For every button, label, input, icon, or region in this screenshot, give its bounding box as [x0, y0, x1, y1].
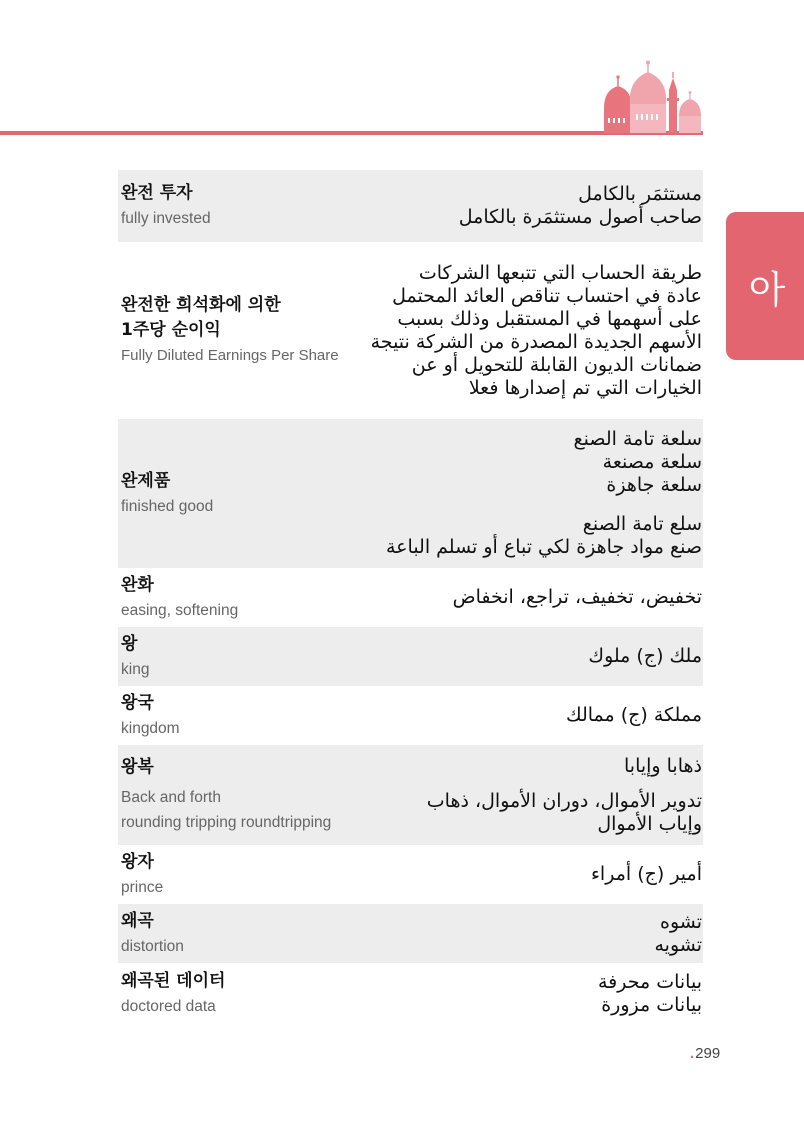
korean-term: 왕국	[121, 692, 154, 713]
korean-term: 완전 투자	[121, 183, 193, 203]
arabic-term: الأسهم الجديدة المصدرة من الشركة نتيجة	[370, 330, 702, 353]
arabic-term: تشويه	[654, 933, 702, 956]
list-item	[118, 170, 703, 242]
arabic-term: سلع تامة الصنع	[582, 513, 702, 535]
arabic-term: سلعة جاهزة	[606, 474, 702, 496]
arabic-term: عادة في احتساب تناقص العائد المحتمل	[392, 284, 702, 307]
list-item	[118, 745, 703, 845]
korean-term: 완제품	[121, 470, 171, 491]
english-term: easing, softening	[121, 601, 239, 619]
list-item	[118, 419, 703, 568]
list-item	[118, 242, 703, 419]
glossary-list	[118, 170, 703, 1025]
english-term: fully invested	[121, 210, 211, 227]
arabic-term: وإياب الأموال	[597, 812, 702, 835]
arabic-term: ملك (ج) ملوك	[588, 645, 702, 667]
arabic-term: ذهابا وإيابا	[624, 754, 702, 777]
korean-term: 완전한 희석화에 의한	[121, 295, 281, 315]
list-item	[118, 845, 703, 904]
english-term: Fully Diluted Earnings Per Share	[121, 347, 339, 364]
korean-term: 1주당 순이익	[121, 320, 221, 340]
list-item	[118, 963, 703, 1025]
arabic-term: صاحب أصول مستثمَرة بالكامل	[458, 206, 702, 228]
korean-term: 왕자	[121, 851, 154, 872]
header-rule	[0, 131, 703, 135]
arabic-term: تشوه	[659, 910, 702, 933]
arabic-term: على أسهمها في المستقبل وذلك بسبب	[397, 307, 702, 330]
korean-term: 왕복	[121, 757, 154, 777]
korean-term: 왜곡된 데이터	[121, 971, 226, 991]
page-number	[690, 1045, 720, 1062]
arabic-term: مملكة (ج) ممالك	[565, 704, 702, 726]
page-number-text: 299	[695, 1045, 721, 1062]
mosque-icon	[600, 60, 703, 133]
section-tab-label: 아	[748, 267, 786, 312]
english-term: rounding tripping roundtripping	[121, 814, 332, 831]
section-tab	[726, 212, 804, 360]
arabic-term: بيانات محرفة	[597, 971, 702, 993]
page-number-dot: .	[690, 1045, 695, 1062]
korean-term: 완화	[121, 574, 154, 595]
english-term: distortion	[121, 937, 184, 955]
english-term: doctored data	[121, 998, 216, 1015]
list-item	[118, 627, 703, 686]
english-term: king	[121, 660, 150, 678]
english-term: kingdom	[121, 719, 180, 737]
english-term: finished good	[121, 497, 214, 515]
english-term: prince	[121, 878, 164, 896]
list-item	[118, 686, 703, 745]
arabic-term: تدوير الأموال، دوران الأموال، ذهاب	[426, 789, 702, 812]
list-item	[118, 904, 703, 963]
arabic-term: طريقة الحساب التي تتبعها الشركات	[418, 261, 702, 284]
arabic-term: الخيارات التي تم إصدارها فعلا	[468, 376, 702, 399]
arabic-term: سلعة تامة الصنع	[573, 428, 702, 450]
arabic-term: ضمانات الديون القابلة للتحويل أو عن	[411, 353, 702, 376]
arabic-term: مستثمَر بالكامل	[578, 183, 702, 205]
arabic-term: صنع مواد جاهزة لكي تباع أو تسلم الباعة	[386, 536, 702, 558]
arabic-term: أمير (ج) أمراء	[591, 863, 702, 885]
arabic-term: سلعة مصنعة	[602, 451, 702, 473]
english-term: Back and forth	[121, 789, 221, 806]
list-item	[118, 568, 703, 627]
korean-term: 왕	[121, 633, 138, 654]
korean-term: 왜곡	[121, 910, 154, 931]
arabic-term: بيانات مزورة	[601, 994, 702, 1016]
arabic-term: تخفيض، تخفيف، تراجع، انخفاض	[452, 586, 702, 608]
